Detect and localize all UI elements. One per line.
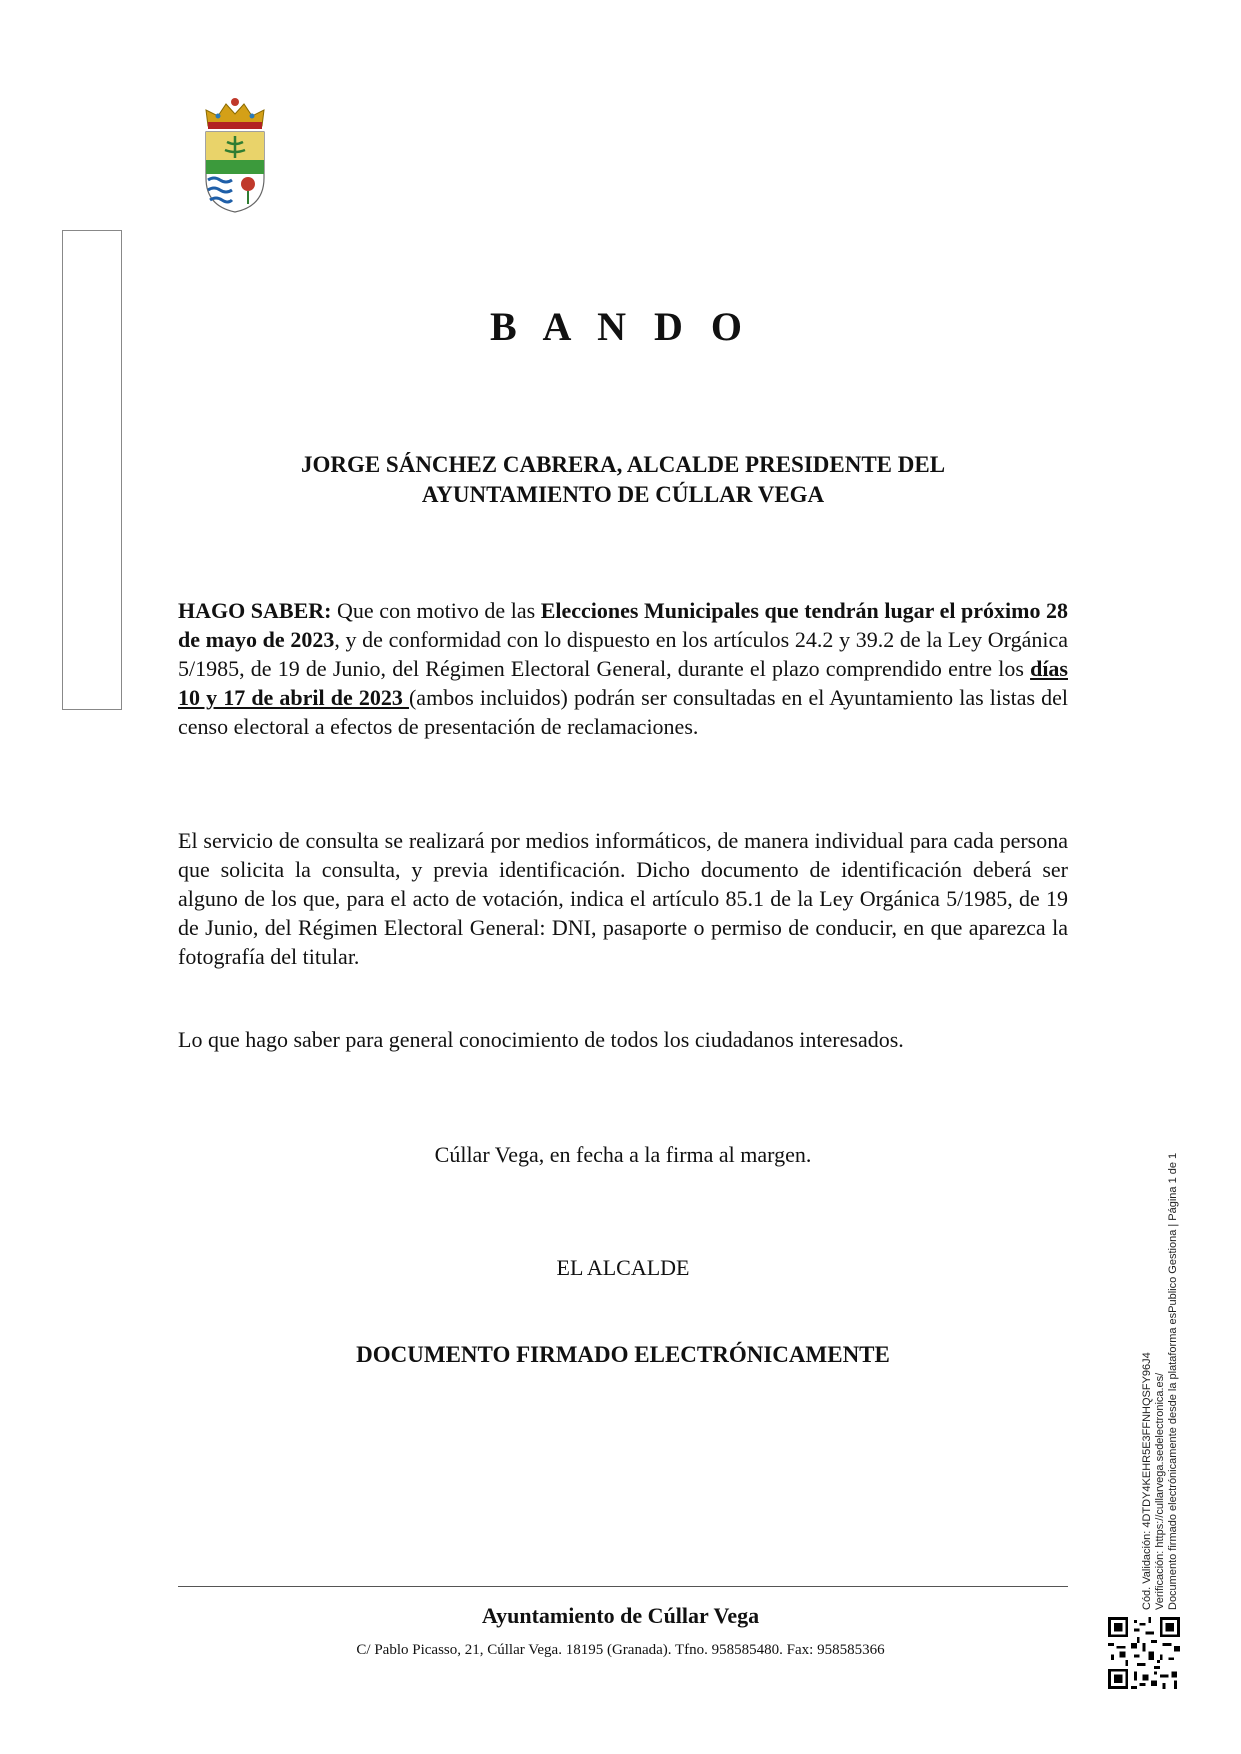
- verification-url[interactable]: Verificación: https://cullarvega.sedelectronica.es/: [1154, 1372, 1166, 1610]
- footer-address: C/ Pablo Picasso, 21, Cúllar Vega. 18195 (Granada). Tfno. 958585480. Fax: 958585366: [356, 1642, 885, 1658]
- p1-bold-elections: Elecciones Municipales que tendrán lugar el próximo 28 de mayo de 2023: [178, 598, 1068, 652]
- footer-org: Ayuntamiento de Cúllar Vega: [481, 1603, 760, 1628]
- paragraph-consulta: El servicio de consulta se realizará por medios informáticos, de manera individual para cada persona que solicita la consulta, y previa identificación. Dicho documento de identificación deberá ser alguno de los que, para el acto de votación, indica el artículo 85.1 de la Ley Orgánica 5/1985, de 19 de Junio, del Régimen Electoral General: DNI, pasaporte o permiso de conducir, en que aparezca la fotografía del titular.: [178, 828, 1068, 969]
- p1-text-3: (ambos incluidos) podrán ser consultadas en el Ayuntamiento las listas del censo electoral a efectos de presentación de reclamaciones.: [178, 685, 1069, 739]
- document-heading: [178, 450, 1068, 510]
- hago-saber-lead: HAGO SABER:: [178, 598, 332, 623]
- verification-text: [1141, 1153, 1180, 1610]
- signer-title: EL ALCALDE: [556, 1255, 690, 1280]
- document-title: B A N D O: [489, 304, 752, 349]
- signed-note: DOCUMENTO FIRMADO ELECTRÓNICAMENTE: [356, 1342, 890, 1367]
- heading-line-1: JORGE SÁNCHEZ CABRERA, ALCALDE PRESIDENTE DEL: [300, 452, 946, 477]
- paragraph-conocimiento: Lo que hago saber para general conocimiento de todos los ciudadanos interesados.: [178, 1027, 904, 1052]
- p1-text-1: Que con motivo de las: [331, 598, 541, 623]
- heading-line-2: AYUNTAMIENTO DE CÚLLAR VEGA: [421, 482, 825, 507]
- paragraph-hago-saber: [178, 596, 1068, 741]
- p1-underlined-dates: días 10 y 17 de abril de 2023: [178, 656, 1068, 710]
- place-date: Cúllar Vega, en fecha a la firma al margen.: [434, 1142, 812, 1167]
- signature-stamp-box: [62, 230, 122, 710]
- coat-of-arms-icon: [200, 96, 270, 214]
- p1-text-2: , y de conformidad con lo dispuesto en los artículos 24.2 y 39.2 de la Ley Orgánica 5/1985, de 19 de Junio, del Régimen Electoral General, durante el plazo comprendido entre los: [178, 627, 1069, 681]
- qr-code-icon[interactable]: [1108, 1617, 1180, 1689]
- verification-code: Cód. Validación: 4DTDY4KEHR5E3FFNHQSFY96J4: [1141, 1352, 1153, 1610]
- footer-divider: [178, 1586, 1068, 1587]
- verification-platform: Documento firmado electrónicamente desde la plataforma esPublico Gestiona | Página 1 de 1: [1167, 1152, 1179, 1610]
